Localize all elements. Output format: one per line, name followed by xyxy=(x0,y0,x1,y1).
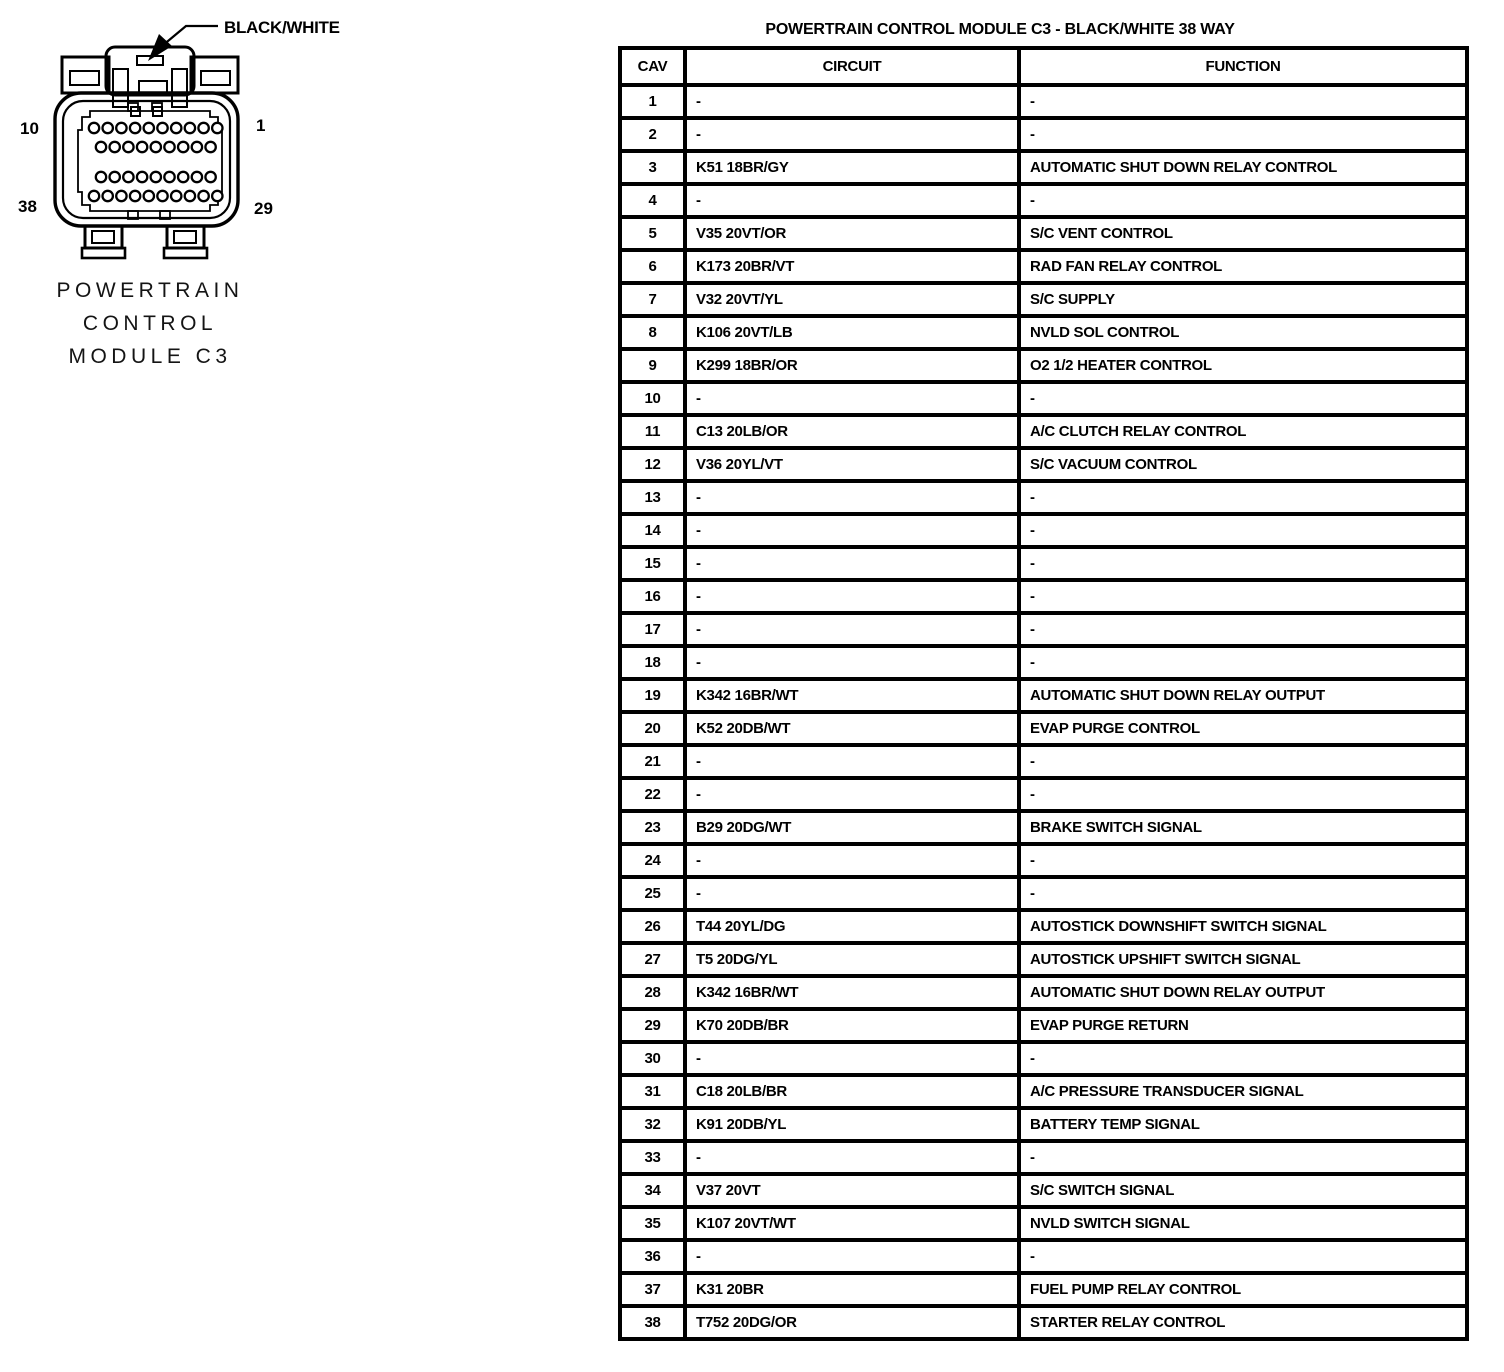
circuit-cell: K173 20BR/VT xyxy=(685,250,1019,283)
circuit-cell: T752 20DG/OR xyxy=(685,1306,1019,1339)
table-row xyxy=(620,1075,1467,1108)
pin-hole xyxy=(116,191,126,201)
function-cell: - xyxy=(1019,1042,1467,1075)
circuit-cell: - xyxy=(685,481,1019,514)
function-cell: - xyxy=(1019,844,1467,877)
table-row xyxy=(620,547,1467,580)
pin-hole xyxy=(212,123,222,133)
pin-hole xyxy=(157,123,167,133)
pin-hole xyxy=(137,142,147,152)
cav-cell: 14 xyxy=(620,514,685,547)
pin-hole xyxy=(151,172,161,182)
function-cell: AUTOMATIC SHUT DOWN RELAY CONTROL xyxy=(1019,151,1467,184)
function-cell: - xyxy=(1019,1141,1467,1174)
circuit-cell: K70 20DB/BR xyxy=(685,1009,1019,1042)
pin-hole xyxy=(110,172,120,182)
cav-cell: 37 xyxy=(620,1273,685,1306)
cav-cell: 28 xyxy=(620,976,685,1009)
cav-cell: 16 xyxy=(620,580,685,613)
circuit-cell: - xyxy=(685,580,1019,613)
pin-hole xyxy=(130,123,140,133)
table-row xyxy=(620,250,1467,283)
circuit-cell: - xyxy=(685,1042,1019,1075)
circuit-cell: - xyxy=(685,1240,1019,1273)
pin-hole xyxy=(137,172,147,182)
mounting-foot-left xyxy=(82,226,125,258)
table-row xyxy=(620,580,1467,613)
circuit-cell: - xyxy=(685,745,1019,778)
cav-cell: 2 xyxy=(620,118,685,151)
cav-cell: 34 xyxy=(620,1174,685,1207)
circuit-cell: V32 20VT/YL xyxy=(685,283,1019,316)
pin-label-bottom-left: 38 xyxy=(18,197,37,216)
pin-label-bottom-right: 29 xyxy=(254,199,273,218)
circuit-cell: - xyxy=(685,382,1019,415)
circuit-cell: - xyxy=(685,613,1019,646)
cav-cell: 30 xyxy=(620,1042,685,1075)
circuit-cell: T5 20DG/YL xyxy=(685,943,1019,976)
table-row xyxy=(620,1207,1467,1240)
table-row xyxy=(620,1306,1467,1339)
cav-cell: 26 xyxy=(620,910,685,943)
pin-hole xyxy=(171,191,181,201)
pin-hole xyxy=(144,123,154,133)
table-row xyxy=(620,910,1467,943)
function-cell: AUTOMATIC SHUT DOWN RELAY OUTPUT xyxy=(1019,679,1467,712)
pin-hole xyxy=(198,123,208,133)
cav-cell: 15 xyxy=(620,547,685,580)
caption-line-3: MODULE C3 xyxy=(68,345,232,368)
circuit-cell: K299 18BR/OR xyxy=(685,349,1019,382)
pin-hole xyxy=(89,123,99,133)
cav-cell: 27 xyxy=(620,943,685,976)
column-header-circuit: CIRCUIT xyxy=(685,48,1019,85)
column-header-cav: CAV xyxy=(620,48,685,85)
function-cell: AUTOSTICK UPSHIFT SWITCH SIGNAL xyxy=(1019,943,1467,976)
cav-cell: 18 xyxy=(620,646,685,679)
table-row xyxy=(620,448,1467,481)
cav-cell: 8 xyxy=(620,316,685,349)
function-cell: - xyxy=(1019,481,1467,514)
function-cell: BATTERY TEMP SIGNAL xyxy=(1019,1108,1467,1141)
function-cell: - xyxy=(1019,1240,1467,1273)
function-cell: S/C VACUUM CONTROL xyxy=(1019,448,1467,481)
function-cell: AUTOSTICK DOWNSHIFT SWITCH SIGNAL xyxy=(1019,910,1467,943)
pin-holes xyxy=(89,123,223,201)
table-row xyxy=(620,151,1467,184)
pin-hole xyxy=(164,172,174,182)
pin-hole xyxy=(103,123,113,133)
pin-hole xyxy=(96,172,106,182)
cav-cell: 9 xyxy=(620,349,685,382)
circuit-cell: - xyxy=(685,778,1019,811)
pinout-table-header xyxy=(620,48,1467,85)
pin-hole xyxy=(96,142,106,152)
caption-line-1: POWERTRAIN xyxy=(56,279,244,302)
mounting-foot-right xyxy=(164,226,207,258)
pin-hole xyxy=(178,172,188,182)
table-row xyxy=(620,844,1467,877)
table-row xyxy=(620,382,1467,415)
pin-hole xyxy=(89,191,99,201)
table-row xyxy=(620,217,1467,250)
function-cell: S/C SUPPLY xyxy=(1019,283,1467,316)
function-cell: - xyxy=(1019,85,1467,118)
table-row xyxy=(620,679,1467,712)
table-row xyxy=(620,712,1467,745)
connector-caption xyxy=(28,274,272,373)
function-cell: - xyxy=(1019,580,1467,613)
cav-cell: 6 xyxy=(620,250,685,283)
table-row xyxy=(620,85,1467,118)
function-cell: S/C SWITCH SIGNAL xyxy=(1019,1174,1467,1207)
circuit-cell: - xyxy=(685,646,1019,679)
circuit-cell: T44 20YL/DG xyxy=(685,910,1019,943)
cav-cell: 17 xyxy=(620,613,685,646)
function-cell: FUEL PUMP RELAY CONTROL xyxy=(1019,1273,1467,1306)
cav-cell: 7 xyxy=(620,283,685,316)
cav-cell: 20 xyxy=(620,712,685,745)
table-title: POWERTRAIN CONTROL MODULE C3 - BLACK/WHITE 38 WAY xyxy=(765,21,1235,38)
cav-cell: 22 xyxy=(620,778,685,811)
table-row xyxy=(620,646,1467,679)
circuit-cell: K52 20DB/WT xyxy=(685,712,1019,745)
cav-cell: 36 xyxy=(620,1240,685,1273)
table-row xyxy=(620,1042,1467,1075)
function-cell: STARTER RELAY CONTROL xyxy=(1019,1306,1467,1339)
cav-cell: 25 xyxy=(620,877,685,910)
cav-cell: 19 xyxy=(620,679,685,712)
pin-label-top-left: 10 xyxy=(20,119,39,138)
function-cell: - xyxy=(1019,745,1467,778)
circuit-cell: K342 16BR/WT xyxy=(685,976,1019,1009)
connector-figure xyxy=(0,0,360,400)
cav-cell: 21 xyxy=(620,745,685,778)
pin-hole xyxy=(205,142,215,152)
table-row xyxy=(620,778,1467,811)
pinout-table-body xyxy=(620,85,1467,1339)
circuit-cell: C18 20LB/BR xyxy=(685,1075,1019,1108)
function-cell: - xyxy=(1019,118,1467,151)
cav-cell: 5 xyxy=(620,217,685,250)
cav-cell: 35 xyxy=(620,1207,685,1240)
pin-hole xyxy=(123,172,133,182)
circuit-cell: C13 20LB/OR xyxy=(685,415,1019,448)
cav-cell: 11 xyxy=(620,415,685,448)
pin-hole xyxy=(103,191,113,201)
header-row xyxy=(620,48,1467,85)
cav-cell: 13 xyxy=(620,481,685,514)
pin-hole xyxy=(198,191,208,201)
circuit-cell: K107 20VT/WT xyxy=(685,1207,1019,1240)
circuit-cell: K91 20DB/YL xyxy=(685,1108,1019,1141)
function-cell: - xyxy=(1019,184,1467,217)
table-row xyxy=(620,349,1467,382)
pin-hole xyxy=(116,123,126,133)
circuit-cell: - xyxy=(685,877,1019,910)
table-row xyxy=(620,745,1467,778)
connector-color-label: BLACK/WHITE xyxy=(224,18,340,37)
function-cell: - xyxy=(1019,646,1467,679)
circuit-cell: B29 20DG/WT xyxy=(685,811,1019,844)
circuit-cell: K51 18BR/GY xyxy=(685,151,1019,184)
pin-hole xyxy=(110,142,120,152)
circuit-cell: K31 20BR xyxy=(685,1273,1019,1306)
function-cell: O2 1/2 HEATER CONTROL xyxy=(1019,349,1467,382)
function-cell: S/C VENT CONTROL xyxy=(1019,217,1467,250)
cav-cell: 10 xyxy=(620,382,685,415)
function-cell: - xyxy=(1019,877,1467,910)
pin-hole xyxy=(192,142,202,152)
cav-cell: 4 xyxy=(620,184,685,217)
table-row xyxy=(620,613,1467,646)
cav-cell: 29 xyxy=(620,1009,685,1042)
cav-cell: 38 xyxy=(620,1306,685,1339)
pin-hole xyxy=(205,172,215,182)
table-row xyxy=(620,1174,1467,1207)
function-cell: AUTOMATIC SHUT DOWN RELAY OUTPUT xyxy=(1019,976,1467,1009)
table-row xyxy=(620,811,1467,844)
function-cell: - xyxy=(1019,382,1467,415)
pin-hole xyxy=(151,142,161,152)
pin-hole xyxy=(123,142,133,152)
circuit-cell: - xyxy=(685,844,1019,877)
function-cell: EVAP PURGE RETURN xyxy=(1019,1009,1467,1042)
pin-label-top-right: 1 xyxy=(256,116,266,135)
pinout-table xyxy=(618,46,1469,1341)
function-cell: A/C PRESSURE TRANSDUCER SIGNAL xyxy=(1019,1075,1467,1108)
pin-hole xyxy=(171,123,181,133)
circuit-cell: V37 20VT xyxy=(685,1174,1019,1207)
table-row xyxy=(620,976,1467,1009)
table-row xyxy=(620,1009,1467,1042)
mounting-ear-left xyxy=(62,57,109,93)
function-cell: - xyxy=(1019,778,1467,811)
caption-line-2: CONTROL xyxy=(82,312,218,335)
function-cell: NVLD SOL CONTROL xyxy=(1019,316,1467,349)
circuit-cell: - xyxy=(685,118,1019,151)
function-cell: BRAKE SWITCH SIGNAL xyxy=(1019,811,1467,844)
table-row xyxy=(620,943,1467,976)
column-header-function: FUNCTION xyxy=(1019,48,1467,85)
cav-cell: 12 xyxy=(620,448,685,481)
table-row xyxy=(620,184,1467,217)
table-row xyxy=(620,1141,1467,1174)
circuit-cell: - xyxy=(685,184,1019,217)
function-cell: - xyxy=(1019,613,1467,646)
table-row xyxy=(620,415,1467,448)
pin-hole xyxy=(130,191,140,201)
function-cell: NVLD SWITCH SIGNAL xyxy=(1019,1207,1467,1240)
cav-cell: 32 xyxy=(620,1108,685,1141)
table-row xyxy=(620,877,1467,910)
table-row xyxy=(620,283,1467,316)
pin-hole xyxy=(185,123,195,133)
pin-hole xyxy=(164,142,174,152)
function-cell: - xyxy=(1019,514,1467,547)
function-cell: - xyxy=(1019,547,1467,580)
function-cell: EVAP PURGE CONTROL xyxy=(1019,712,1467,745)
cav-cell: 31 xyxy=(620,1075,685,1108)
pin-hole xyxy=(157,191,167,201)
cav-cell: 23 xyxy=(620,811,685,844)
circuit-cell: V36 20YL/VT xyxy=(685,448,1019,481)
pin-hole xyxy=(144,191,154,201)
cav-cell: 24 xyxy=(620,844,685,877)
table-row xyxy=(620,118,1467,151)
circuit-cell: - xyxy=(685,1141,1019,1174)
table-row xyxy=(620,481,1467,514)
circuit-cell: K342 16BR/WT xyxy=(685,679,1019,712)
cav-cell: 1 xyxy=(620,85,685,118)
circuit-cell: V35 20VT/OR xyxy=(685,217,1019,250)
mounting-ear-right xyxy=(191,57,238,93)
table-row xyxy=(620,316,1467,349)
circuit-cell: K106 20VT/LB xyxy=(685,316,1019,349)
circuit-cell: - xyxy=(685,85,1019,118)
cav-cell: 3 xyxy=(620,151,685,184)
table-row xyxy=(620,1273,1467,1306)
pin-hole xyxy=(178,142,188,152)
table-row xyxy=(620,1108,1467,1141)
pin-hole xyxy=(192,172,202,182)
cav-cell: 33 xyxy=(620,1141,685,1174)
table-row xyxy=(620,514,1467,547)
table-row xyxy=(620,1240,1467,1273)
circuit-cell: - xyxy=(685,547,1019,580)
function-cell: A/C CLUTCH RELAY CONTROL xyxy=(1019,415,1467,448)
pin-hole xyxy=(185,191,195,201)
circuit-cell: - xyxy=(685,514,1019,547)
function-cell: RAD FAN RELAY CONTROL xyxy=(1019,250,1467,283)
pin-hole xyxy=(212,191,222,201)
